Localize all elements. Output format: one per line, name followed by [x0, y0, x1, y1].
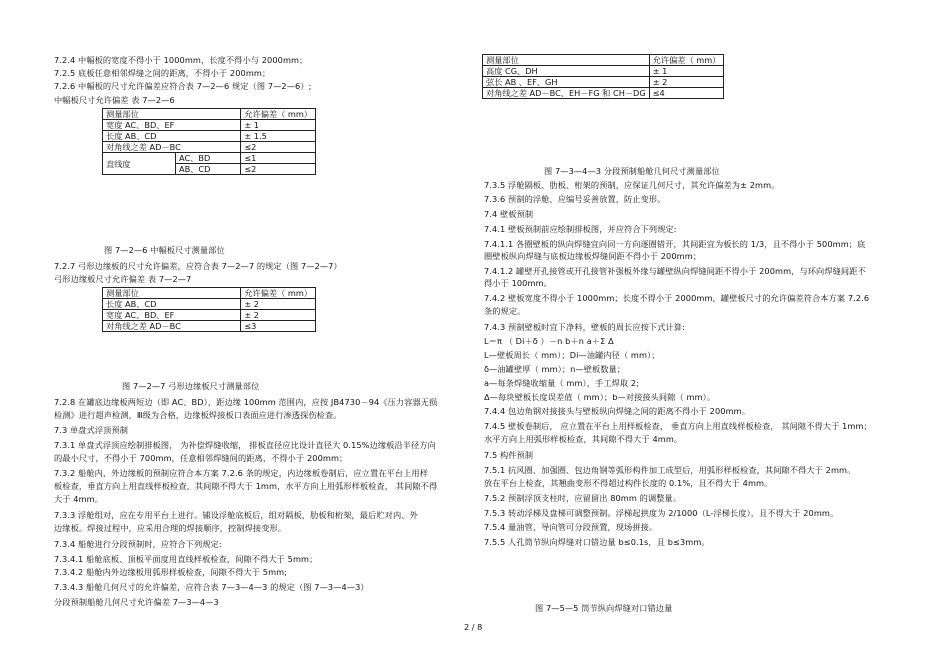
table-row: 对角线之差 AD－BC、EH－FG 和 CH－DG ≤4 — [483, 88, 724, 99]
body-line: 的最小尺寸，不得小于 700mm，任意相邻焊缝间的距离，不得小于 200mm； — [54, 453, 348, 463]
body-line: 放在平台上检查，其翘曲变形不得超过构件长度的 0.1%，且不得大于 4mm。 — [484, 478, 773, 488]
table-row: 宽度 AC、BD、EF ± 2 — [103, 310, 316, 321]
table-7-3-4-3 — [482, 54, 724, 99]
table-row: 高度 CG、DH ± 1 — [483, 66, 724, 77]
figure-caption: 图 7—5—5 筒节纵向焊缝对口错边量 — [535, 603, 673, 613]
table-row: 长度 AB、CD ± 1.5 — [103, 131, 316, 142]
formula-legend: a—每条焊缝收缩量（ mm），手工焊取 2; — [484, 378, 640, 388]
table1-caption: 中幅板尺寸允许偏差 表 7—2—6 — [54, 95, 175, 105]
body-line: 7.3.2 船舱内，外边缘板的预制应符合本方案 7.2.6 条的规定，内边缘板卷制后，应立置在平台上用样 — [54, 468, 428, 478]
body-line: 7.5.1 抗风圈、加强圈、包边角钢等弧形构件加工成型后，用弧形样板检查，其间隙不得大于 2mm。 — [484, 465, 856, 475]
figure-caption: 图 7—3—4—3 分段预制船舱几何尺寸测量部位 — [544, 166, 720, 176]
section-7-4: 7.4 壁板预制 — [484, 209, 534, 219]
clause-7-2-5: 7.2.5 底板任意相邻焊缝之间的距离，不得小于 200mm； — [54, 68, 271, 78]
clause-7-2-7: 7.2.7 弓形边缘板的尺寸允许偏差，应符合表 7—2—7 的规定（图 7—2—7） — [54, 261, 342, 271]
body-line: 板检查，垂直方向上用直线样板检查，其间隙不得大于 1mm，水平方向上用弧形样板检查， 其间隙不得 — [54, 481, 438, 491]
formula-legend: δ—油罐壁厚（ mm）；n—壁板数量； — [484, 364, 626, 374]
table3-caption: 分段预制船舱几何尺寸允许偏差 7—3—4—3 — [54, 597, 219, 607]
table-7-2-6 — [102, 108, 316, 175]
table-row: 对角线之差 AD－BC ≤3 — [103, 321, 316, 332]
table-row: 测量部位 允许偏差（ mm） — [103, 288, 316, 299]
table2-caption: 弓形边缘板尺寸允许偏差 表 7—2—7 — [54, 274, 192, 284]
body-line: 7.4.4 包边角钢对接接头与壁板纵向焊缝之间的距离不得小于 200mm。 — [484, 406, 751, 416]
body-line: 7.3.5 浮舱隔板、肋板、桁架的预制，应保证几何尺寸，其允许偏差为± 2mm。 — [484, 180, 780, 190]
body-line: 7.3.3 浮舱组对，应在专用平台上进行。铺设浮舱底板后，组对隔板，肋板和桁架，最后贮对内、外 — [54, 510, 418, 520]
body-line: 7.2.8 在罐底边缘板两短边（即 AC、BD），距边缘 100mm 范围内，应按 JB4730－94《压力容器无损 — [54, 397, 438, 407]
body-line: 7.3.4.2 船舱内外边缘板用弧形样板检查，间隙不得大于 5mm; — [54, 567, 288, 577]
body-line: 得小于 100mm。 — [484, 278, 552, 288]
body-line: 水平方向上用弧形样板检查，其间隙不得大于 4mm。 — [484, 434, 683, 444]
body-line: 7.3.1 单盘式浮顶应绘制排板图， 为补偿焊缝收缩， 排板直径应比设计直径大 0.15%边缘板沿半径方向 — [54, 440, 436, 450]
formula-legend: Δ—每块壁板长度误差值（ mm）；b—对接接头间隙（ mm）。 — [484, 392, 716, 402]
body-line: 7.4.1.1 各圈壁板的纵向焊缝宜向同一方向逐圈错开，其间距宜为板长的 1/3，且不得小于 500mm；底 — [484, 239, 866, 249]
body-line: 7.4.3 预制壁板时宜下净料，壁板的周长应按下式计算: — [484, 322, 685, 332]
section-7-3: 7.3 单盘式浮顶预制 — [54, 425, 129, 435]
body-line: 圈壁板纵向焊缝与底板边缘板焊缝间距不得小于 200mm； — [484, 251, 702, 261]
body-line: 7.5.2 预制浮顶支柱时，应留留出 80mm 的调整量。 — [484, 493, 682, 503]
table-row: 测量部位 允许偏差（ mm） — [483, 55, 724, 66]
body-line: 7.3.4 船舱进行分段预制时，应符合下列规定: — [54, 539, 222, 549]
figure-caption: 图 7—2—6 中幅板尺寸测量部位 — [104, 245, 225, 255]
table-row: AB、CD ≤2 — [103, 164, 316, 175]
body-line: 7.3.4.1 船舱底板、顶板平面度用直线样板检查，间隙不得大于 5mm； — [54, 554, 318, 564]
table-row: 直线度 AC、BD ≤1 — [103, 153, 316, 164]
body-line: 7.4.5 壁板卷制后， 应立置在平台上用样板检查， 垂直方向上用直线样板检查， 其间隙不得大于 1mm； — [484, 421, 872, 431]
body-line: 7.3.6 预制的浮舱，应编号妥善放置，防止变形。 — [484, 194, 666, 204]
body-line: 7.5.4 量油管，导向管可分段预置，现场拼接。 — [484, 522, 658, 532]
formula: L＝π （ Di＋δ ）－n b＋n a＋Σ Δ — [484, 336, 614, 346]
body-line: 7.4.2 壁板宽度不得小于 1000mm；长度不得小于 2000mm，罐壁板尺寸的允许偏差符合本方案 7.2.6 — [484, 293, 870, 303]
table-row: 弦长 AB 、EF、GH ± 2 — [483, 77, 724, 88]
body-line: 7.3.4.3 船舱几何尺寸的允许偏差，应符合表 7—3—4—3 的规定（图 7—3—4—3） — [54, 582, 369, 592]
page-number: 2 / 8 — [464, 622, 483, 632]
clause-7-2-6: 7.2.6 中幅板的尺寸允许偏差应符合表 7—2—6 规定（图 7—2—6）; — [54, 81, 312, 91]
section-7-5: 7.5 构件预制 — [484, 450, 534, 460]
body-line: 边缘板。焊接过程中，应采用合理的焊接顺序，控制焊接变形。 — [54, 523, 287, 533]
body-line: 条的规定。 — [484, 306, 526, 316]
table-row: 测量部位 允许偏差（ mm） — [103, 109, 316, 120]
table-7-2-7 — [102, 287, 316, 332]
body-line: 7.4.1.2 罐壁开孔接管或开孔接管补强板外缘与罐壁纵向焊缝间距不得小于 200mm，与环向焊缝间距不 — [484, 266, 866, 276]
body-line: 检测》进行超声检测，Ⅲ级为合格，边缘板焊接板口表面应进行渗透探伤检查。 — [54, 410, 342, 420]
figure-caption: 图 7—2—7 弓形边缘板尺寸测量部位 — [122, 381, 260, 391]
table-row: 长度 AB、CD ± 2 — [103, 299, 316, 310]
body-line: 7.5.5 人孔筒节纵向焊缝对口错边量 b≤0.1s，且 b≤3mm。 — [484, 537, 710, 547]
formula-legend: L—壁板周长（ mm）；Di—油罐内径（ mm）； — [484, 350, 660, 360]
body-line: 大于 4mm。 — [54, 494, 104, 504]
body-line: 7.5.3 转动浮梯及盘梯可调整预制。浮梯起拱度为 2/1000（L-浮梯长度），且不得大于 20mm。 — [484, 508, 839, 518]
table-row: 对角线之差 AD－BC ≤2 — [103, 142, 316, 153]
clause-7-2-4: 7.2.4 中幅板的宽度不得小于 1000mm，长度不得小与 2000mm； — [54, 55, 308, 65]
body-line: 7.4.1 壁板预制前应绘制排板图，并应符合下列规定: — [484, 224, 677, 234]
table-row: 宽度 AC、BD、EF ± 1 — [103, 120, 316, 131]
